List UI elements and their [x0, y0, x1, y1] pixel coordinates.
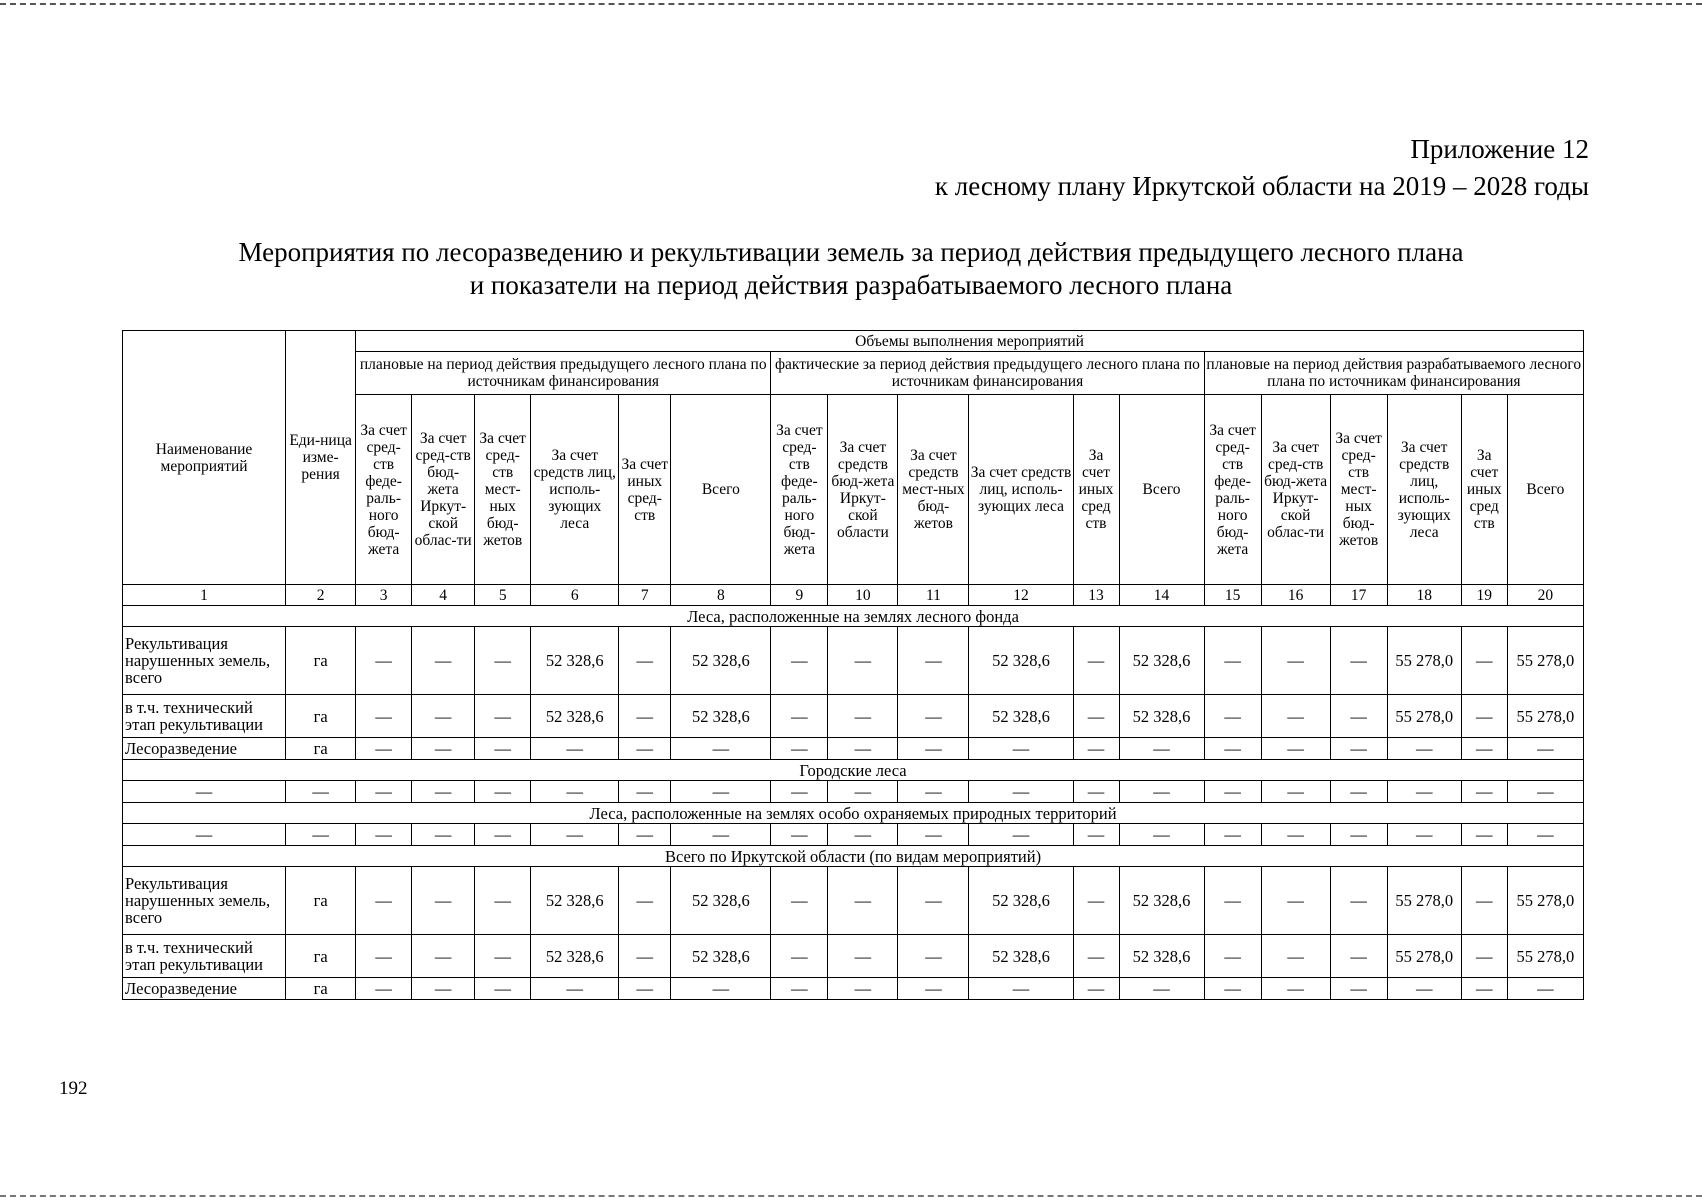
subheader-g1-2: За счет сред-ств бюд-жета Иркут-ской облас-ти: [412, 395, 475, 585]
table-cell: —: [619, 978, 671, 1000]
table-cell: —: [412, 627, 475, 695]
column-number: 8: [671, 585, 771, 606]
table-cell: —: [1119, 738, 1204, 760]
table-cell: —: [1261, 978, 1330, 1000]
subheader-g3-6: Всего: [1507, 395, 1583, 585]
table-row: [123, 824, 1584, 846]
table-cell: —: [356, 695, 412, 738]
subheader-g1-1: За счет сред-ств феде-раль-ного бюд-жета: [356, 395, 412, 585]
table-cell: 52 328,6: [1119, 695, 1204, 738]
row-name: Рекультивация нарушенных земель, всего: [123, 867, 286, 935]
row-unit: —: [286, 781, 356, 803]
table-cell: 55 278,0: [1507, 867, 1583, 935]
header-unit: Еди-ница изме-рения: [286, 331, 356, 585]
table-cell: —: [412, 781, 475, 803]
header-group-actual-previous: фактические за период действия предыдущего лесного плана по источникам финансирования: [771, 352, 1204, 395]
table-row: [123, 738, 1584, 760]
header-group-planned-new: плановые на период действия разрабатываемого лесного плана по источникам финансирования: [1204, 352, 1583, 395]
table-cell: —: [1073, 781, 1119, 803]
table-row: [123, 935, 1584, 978]
table-cell: —: [619, 627, 671, 695]
subheader-g1-4: За счет средств лиц, исполь-зующих леса: [531, 395, 619, 585]
table-cell: —: [412, 867, 475, 935]
document-title: [120, 236, 1582, 302]
table-cell: —: [969, 978, 1073, 1000]
table-cell: —: [898, 738, 969, 760]
table-cell: —: [1261, 824, 1330, 846]
table-cell: 55 278,0: [1387, 867, 1461, 935]
row-name: Лесоразведение: [123, 978, 286, 1000]
scan-edge-top: [0, 3, 1702, 5]
table-cell: —: [1119, 781, 1204, 803]
table-cell: —: [828, 781, 898, 803]
table-cell: —: [898, 978, 969, 1000]
row-unit: га: [286, 695, 356, 738]
table-cell: —: [1461, 824, 1507, 846]
table-cell: —: [1073, 935, 1119, 978]
column-number: 5: [475, 585, 531, 606]
table-cell: —: [1330, 935, 1387, 978]
row-unit: га: [286, 867, 356, 935]
column-number: 3: [356, 585, 412, 606]
table-cell: —: [1073, 867, 1119, 935]
table-cell: —: [1461, 978, 1507, 1000]
table-cell: 52 328,6: [671, 695, 771, 738]
table-cell: 52 328,6: [531, 867, 619, 935]
table-cell: —: [771, 824, 828, 846]
column-number: 17: [1330, 585, 1387, 606]
column-number: 18: [1387, 585, 1461, 606]
column-number: 2: [286, 585, 356, 606]
table-cell: —: [475, 627, 531, 695]
subheader-g1-6: Всего: [671, 395, 771, 585]
header-volumes: Объемы выполнения мероприятий: [356, 331, 1584, 352]
table-cell: —: [1461, 935, 1507, 978]
page-number: 192: [59, 1078, 88, 1099]
table-cell: —: [475, 867, 531, 935]
table-cell: —: [1204, 867, 1261, 935]
row-name: Лесоразведение: [123, 738, 286, 760]
subheader-g1-5: За счет иных сред-ств: [619, 395, 671, 585]
table-cell: —: [1073, 978, 1119, 1000]
table-cell: —: [969, 781, 1073, 803]
table-cell: 52 328,6: [531, 935, 619, 978]
table-cell: —: [475, 824, 531, 846]
table-cell: —: [1073, 738, 1119, 760]
table-cell: —: [412, 978, 475, 1000]
table-cell: —: [1330, 867, 1387, 935]
table-cell: —: [1507, 738, 1583, 760]
table-cell: —: [771, 935, 828, 978]
row-unit: —: [286, 824, 356, 846]
section-title: Леса, расположенные на землях лесного фонда: [123, 606, 1584, 627]
table-cell: —: [969, 824, 1073, 846]
appendix-line-2: к лесному плану Иркутской области на 2019 – 2028 годы: [934, 171, 1589, 201]
table-cell: 52 328,6: [969, 935, 1073, 978]
title-line-2: и показатели на период действия разрабатываемого лесного плана: [469, 270, 1233, 300]
table-cell: 55 278,0: [1387, 935, 1461, 978]
table-cell: —: [898, 627, 969, 695]
table-cell: —: [1204, 738, 1261, 760]
table-cell: —: [356, 935, 412, 978]
table-cell: 55 278,0: [1507, 695, 1583, 738]
row-unit: га: [286, 978, 356, 1000]
table-cell: 52 328,6: [969, 867, 1073, 935]
row-unit: га: [286, 738, 356, 760]
header-group-planned-previous: плановые на период действия предыдущего лесного плана по источникам финансирования: [356, 352, 771, 395]
table-cell: —: [531, 824, 619, 846]
table-cell: —: [1204, 824, 1261, 846]
column-number: 13: [1073, 585, 1119, 606]
appendix-line-1: Приложение 12: [1410, 134, 1589, 164]
subheader-g3-4: За счет средств лиц, исполь-зующих леса: [1387, 395, 1461, 585]
table-cell: —: [475, 978, 531, 1000]
subheader-g2-3: За счет средств мест-ных бюд-жетов: [898, 395, 969, 585]
table-cell: —: [671, 738, 771, 760]
table-cell: —: [828, 978, 898, 1000]
table-cell: —: [828, 824, 898, 846]
table-cell: —: [412, 824, 475, 846]
row-name: в т.ч. технический этап рекультивации: [123, 935, 286, 978]
table-cell: 52 328,6: [1119, 935, 1204, 978]
table-cell: —: [619, 824, 671, 846]
table-cell: —: [356, 867, 412, 935]
table-cell: —: [1204, 627, 1261, 695]
table-cell: —: [828, 695, 898, 738]
table-cell: —: [828, 627, 898, 695]
table-cell: —: [671, 781, 771, 803]
table-row: [123, 867, 1584, 935]
table-cell: —: [1507, 978, 1583, 1000]
table-cell: —: [1073, 824, 1119, 846]
table-cell: —: [1461, 781, 1507, 803]
subheader-g1-3: За счет сред-ств мест-ных бюд-жетов: [475, 395, 531, 585]
table-cell: 55 278,0: [1507, 935, 1583, 978]
table-cell: —: [1204, 695, 1261, 738]
table-cell: —: [1073, 627, 1119, 695]
subheader-g2-2: За счет средств бюд-жета Иркут-ской области: [828, 395, 898, 585]
table-cell: —: [1387, 978, 1461, 1000]
table-cell: —: [1387, 738, 1461, 760]
column-number: 4: [412, 585, 475, 606]
table-cell: —: [1204, 781, 1261, 803]
table-cell: —: [412, 935, 475, 978]
table-cell: —: [619, 867, 671, 935]
column-number: 9: [771, 585, 828, 606]
table-cell: 55 278,0: [1387, 695, 1461, 738]
table-cell: —: [619, 935, 671, 978]
table-cell: —: [356, 781, 412, 803]
table-cell: —: [1119, 824, 1204, 846]
table-cell: —: [1461, 867, 1507, 935]
subheader-g3-2: За счет сред-ств бюд-жета Иркут-ской облас-ти: [1261, 395, 1330, 585]
table-cell: —: [475, 695, 531, 738]
table-cell: —: [1507, 824, 1583, 846]
table-cell: —: [898, 781, 969, 803]
table-cell: —: [531, 738, 619, 760]
column-number: 11: [898, 585, 969, 606]
table-cell: —: [619, 738, 671, 760]
column-number: 6: [531, 585, 619, 606]
table-cell: —: [475, 781, 531, 803]
table-cell: —: [969, 738, 1073, 760]
row-name: Рекультивация нарушенных земель, всего: [123, 627, 286, 695]
table-cell: —: [412, 738, 475, 760]
table-cell: —: [1387, 781, 1461, 803]
table-cell: —: [1461, 738, 1507, 760]
table-cell: 52 328,6: [671, 627, 771, 695]
table-cell: —: [1330, 695, 1387, 738]
table-cell: —: [1261, 781, 1330, 803]
table-cell: —: [1507, 781, 1583, 803]
table-cell: 52 328,6: [969, 695, 1073, 738]
table-cell: —: [1204, 978, 1261, 1000]
table-cell: 52 328,6: [531, 695, 619, 738]
table-cell: 52 328,6: [1119, 867, 1204, 935]
table-cell: 52 328,6: [671, 867, 771, 935]
table-cell: —: [475, 935, 531, 978]
table-cell: —: [771, 695, 828, 738]
row-name: —: [123, 781, 286, 803]
table-cell: —: [1261, 867, 1330, 935]
table-cell: —: [531, 978, 619, 1000]
table-cell: —: [771, 627, 828, 695]
table-cell: —: [1261, 627, 1330, 695]
appendix-note: [935, 131, 1589, 205]
subheader-g2-1: За счет сред-ств феде-раль-ного бюд-жета: [771, 395, 828, 585]
column-number: 14: [1119, 585, 1204, 606]
table-cell: —: [1119, 978, 1204, 1000]
table-cell: 55 278,0: [1507, 627, 1583, 695]
table-cell: —: [619, 695, 671, 738]
table-cell: 52 328,6: [531, 627, 619, 695]
table-cell: —: [1461, 627, 1507, 695]
subheader-g3-5: За счет иных сред ств: [1461, 395, 1507, 585]
table-cell: —: [1261, 695, 1330, 738]
table-cell: 55 278,0: [1387, 627, 1461, 695]
section-title: Городские леса: [123, 760, 1584, 781]
table-cell: —: [356, 978, 412, 1000]
column-number: 1: [123, 585, 286, 606]
column-number: 20: [1507, 585, 1583, 606]
table-cell: —: [898, 695, 969, 738]
column-number: 19: [1461, 585, 1507, 606]
table-row: [123, 695, 1584, 738]
table-cell: 52 328,6: [671, 935, 771, 978]
table-cell: —: [771, 867, 828, 935]
subheader-g3-1: За счет сред-ств феде-раль-ного бюд-жета: [1204, 395, 1261, 585]
header-name: Наименование мероприятий: [123, 331, 286, 585]
table-cell: —: [356, 738, 412, 760]
table-cell: 52 328,6: [969, 627, 1073, 695]
table-cell: —: [898, 935, 969, 978]
table-cell: —: [531, 781, 619, 803]
table-cell: —: [828, 867, 898, 935]
scan-edge-bottom: [0, 1195, 1702, 1197]
table-cell: —: [1387, 824, 1461, 846]
table-cell: 52 328,6: [1119, 627, 1204, 695]
table-cell: —: [412, 695, 475, 738]
table-cell: —: [771, 738, 828, 760]
table-cell: —: [828, 738, 898, 760]
column-number: 12: [969, 585, 1073, 606]
measures-table: [122, 330, 1584, 1000]
column-number: 10: [828, 585, 898, 606]
column-number: 16: [1261, 585, 1330, 606]
table-cell: —: [898, 867, 969, 935]
row-name: —: [123, 824, 286, 846]
table-cell: —: [1461, 695, 1507, 738]
table-cell: —: [671, 824, 771, 846]
table-cell: —: [356, 627, 412, 695]
column-number: 7: [619, 585, 671, 606]
row-unit: га: [286, 935, 356, 978]
subheader-g2-5: За счет иных сред ств: [1073, 395, 1119, 585]
table-cell: —: [1330, 978, 1387, 1000]
subheader-g2-6: Всего: [1119, 395, 1204, 585]
table-cell: —: [475, 738, 531, 760]
row-name: в т.ч. технический этап рекультивации: [123, 695, 286, 738]
table-cell: —: [1073, 695, 1119, 738]
column-number: 15: [1204, 585, 1261, 606]
table-row: [123, 978, 1584, 1000]
table-row: [123, 627, 1584, 695]
table-cell: —: [771, 978, 828, 1000]
table-cell: —: [1330, 627, 1387, 695]
table-cell: —: [898, 824, 969, 846]
table-cell: —: [771, 781, 828, 803]
table-row: [123, 781, 1584, 803]
title-line-1: Мероприятия по лесоразведению и рекультивации земель за период действия предыдущего лесного плана: [238, 237, 1464, 267]
section-title: Леса, расположенные на землях особо охраняемых природных территорий: [123, 803, 1584, 824]
row-unit: га: [286, 627, 356, 695]
subheader-g2-4: За счет средств лиц, исполь-зующих леса: [969, 395, 1073, 585]
table-cell: —: [1330, 781, 1387, 803]
section-title: Всего по Иркутской области (по видам мероприятий): [123, 846, 1584, 867]
table-cell: —: [1261, 738, 1330, 760]
table-cell: —: [671, 978, 771, 1000]
table-cell: —: [619, 781, 671, 803]
table-cell: —: [828, 935, 898, 978]
table-cell: —: [1261, 935, 1330, 978]
subheader-g3-3: За счет сред-ств мест-ных бюд-жетов: [1330, 395, 1387, 585]
table-cell: —: [356, 824, 412, 846]
table-cell: —: [1204, 935, 1261, 978]
table-cell: —: [1330, 824, 1387, 846]
table-cell: —: [1330, 738, 1387, 760]
